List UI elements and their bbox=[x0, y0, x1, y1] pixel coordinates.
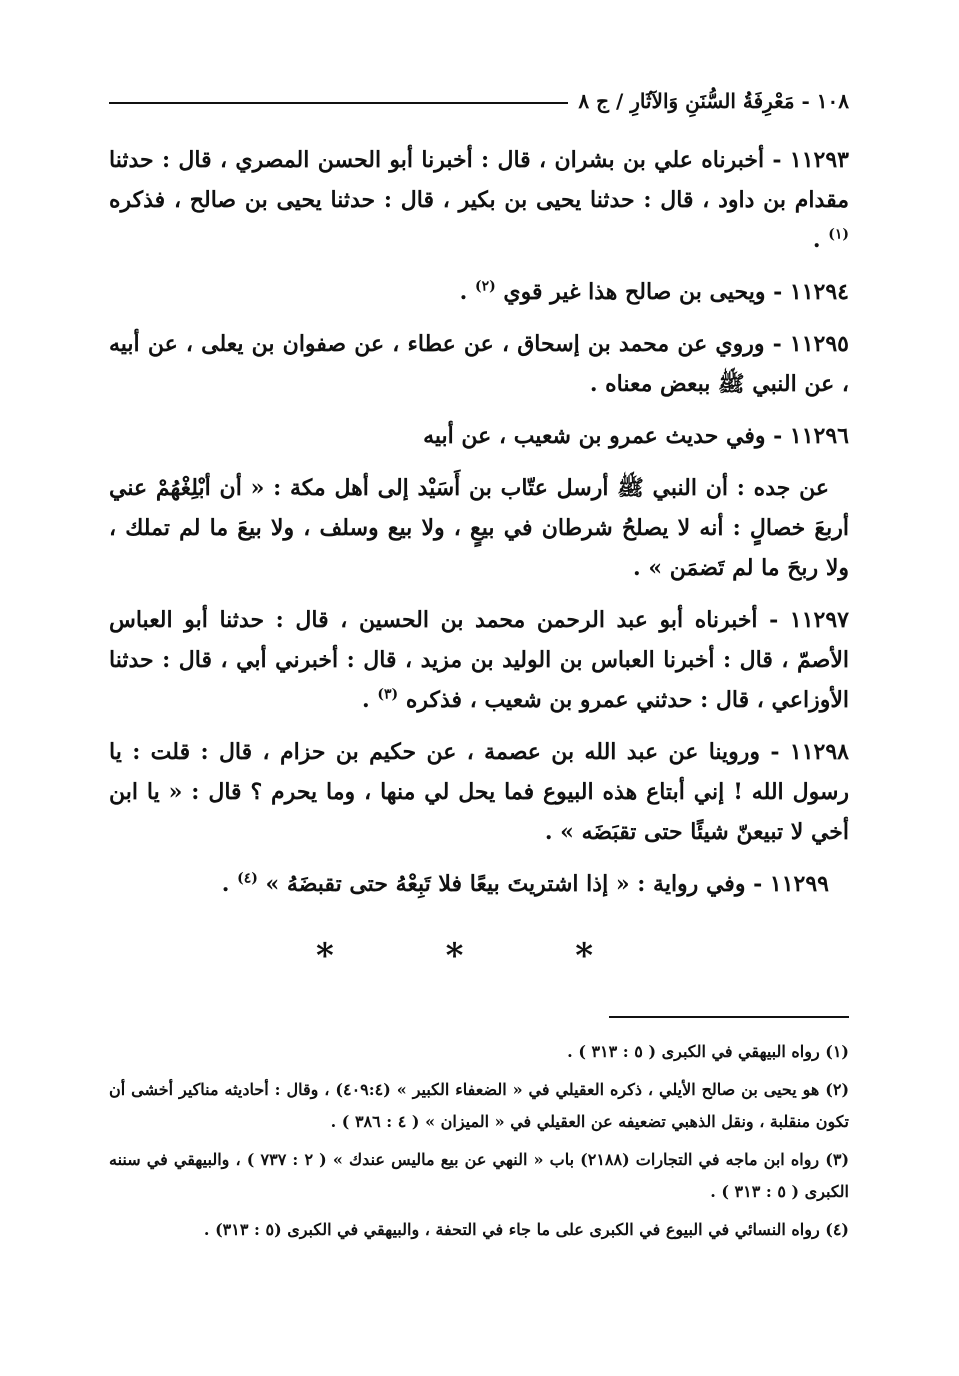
hadith-paragraph bbox=[109, 732, 849, 852]
hadith-text: - وروينا عن عبد الله بن عصمة ، عن حكيم بن حزام ، قال : قلت : يا رسول الله ! إني أبتاع هذه البيوع فما يحل لي منها ، وما يحرم ؟ قال : « يا ابن أخي لا تبيعنّ شيئًا حتى تقبَضَه » . bbox=[109, 739, 849, 845]
hadith-paragraph bbox=[109, 864, 849, 904]
hadith-text: - وروي عن محمد بن إسحاق ، عن عطاء ، عن صفوان بن يعلى ، عن أبيه ، عن النبي ﷺ ببعض معناه . bbox=[109, 331, 849, 397]
footnote-item: (٢) هو يحيى بن صالح الأيلي ، ذكره العقيلي في « الضعفاء الكبير » (٤٠٩:٤) ، وقال : أحاديثه مناكير أخشى أن تكون منقلبة ، ونقل الذهبي تضعيفه عن العقيلي في « الميزان » ( ٤ : ٣٨٦ ) . bbox=[109, 1080, 850, 1131]
hadith-text: - وفي رواية : « إذا اشتريتَ بيعًا فلا تَبِعْهُ حتى تقبضَهُ » bbox=[265, 871, 770, 897]
running-title: ١٠٨ - مَعْرِفَةُ السُّنَنِ وَالآثَارِ / ج ٨ bbox=[578, 89, 849, 113]
footnote-ref[interactable]: (٤) bbox=[237, 870, 258, 887]
hadith-tail: . bbox=[221, 871, 238, 897]
hadith-paragraph bbox=[109, 324, 849, 404]
section-separator: * * * bbox=[315, 936, 643, 976]
hadith-text: - وفي حديث عمرو بن شعيب ، عن أبيه bbox=[423, 423, 790, 449]
footnote-ref[interactable]: (١) bbox=[828, 226, 849, 243]
hadith-number: ١١٢٩٨ bbox=[789, 739, 849, 765]
footnote-ref[interactable]: (٣) bbox=[377, 686, 399, 703]
hadith-number: ١١٢٩٥ bbox=[789, 331, 849, 357]
hadith-paragraph bbox=[109, 272, 849, 312]
hadith-tail: . bbox=[362, 687, 378, 713]
hadith-number: ١١٢٩٦ bbox=[789, 423, 849, 449]
hadith-tail: . bbox=[812, 227, 829, 253]
footnotes bbox=[109, 1036, 849, 1252]
hadith-tail: . bbox=[459, 279, 475, 305]
footnote-rule bbox=[609, 1016, 849, 1018]
footnote-item: (٣) رواه ابن ماجه في التجارات (٢١٨٨) باب « النهي عن بيع ماليس عندك » ( ٢ : ٧٣٧ ) ، والبيهقي في سننه الكبرى ( ٥ : ٣١٣ ) . bbox=[109, 1150, 850, 1201]
hadith-text: - ويحيى بن صالح هذا غير قوي bbox=[503, 279, 790, 305]
hadith-text: - أخبرناه علي بن بشران ، قال : أخبرنا أبو الحسن المصري ، قال : حدثنا مقدام بن داود ، قال : حدثنا يحيى بن بكير ، قال : حدثنا يحيى بن صالح ، فذكره bbox=[109, 147, 849, 213]
header-rule bbox=[109, 102, 568, 104]
hadith-paragraph bbox=[109, 416, 849, 456]
footnote-ref[interactable]: (٢) bbox=[474, 278, 496, 295]
main-text bbox=[109, 140, 849, 916]
hadith-text: عن جده : أن النبي ﷺ أرسل عتّاب بن أَسَيْد إلى أهل مكة : « أن أبْلِغْهُمْ عني أربعَ خصالٍ : أنه لا يصلحُ شرطان في بيعٍ ، ولا بيع وسلف ، ولا بيعَ ما لم تملك ، ولا ربحَ ما لم تَضمَن » . bbox=[109, 475, 849, 581]
footnote-item: (١) رواه البيهقي في الكبرى ( ٥ : ٣١٣ ) . bbox=[567, 1042, 849, 1061]
hadith-paragraph bbox=[109, 600, 849, 720]
hadith-quote-paragraph bbox=[109, 468, 849, 588]
hadith-paragraph bbox=[109, 140, 849, 260]
hadith-number: ١١٢٩٣ bbox=[789, 147, 849, 173]
hadith-text: - أخبرناه أبو عبد الرحمن محمد بن الحسين ، قال : حدثنا أبو العباس الأصمّ ، قال : أخبرنا العباس بن الوليد بن مزيد ، قال : أخبرني أبي ، قال : حدثنا الأوزاعي ، قال : حدثني عمرو بن شعيب ، فذكره bbox=[109, 607, 849, 713]
hadith-number: ١١٢٩٩ bbox=[769, 871, 829, 897]
hadith-number: ١١٢٩٤ bbox=[789, 279, 849, 305]
hadith-number: ١١٢٩٧ bbox=[789, 607, 849, 633]
running-header bbox=[109, 86, 849, 116]
footnote-item: (٤) رواه النسائي في البيوع في الكبرى على ما جاء في التحفة ، والبيهقي في الكبرى (٥ : ٣١٣) . bbox=[203, 1220, 849, 1239]
